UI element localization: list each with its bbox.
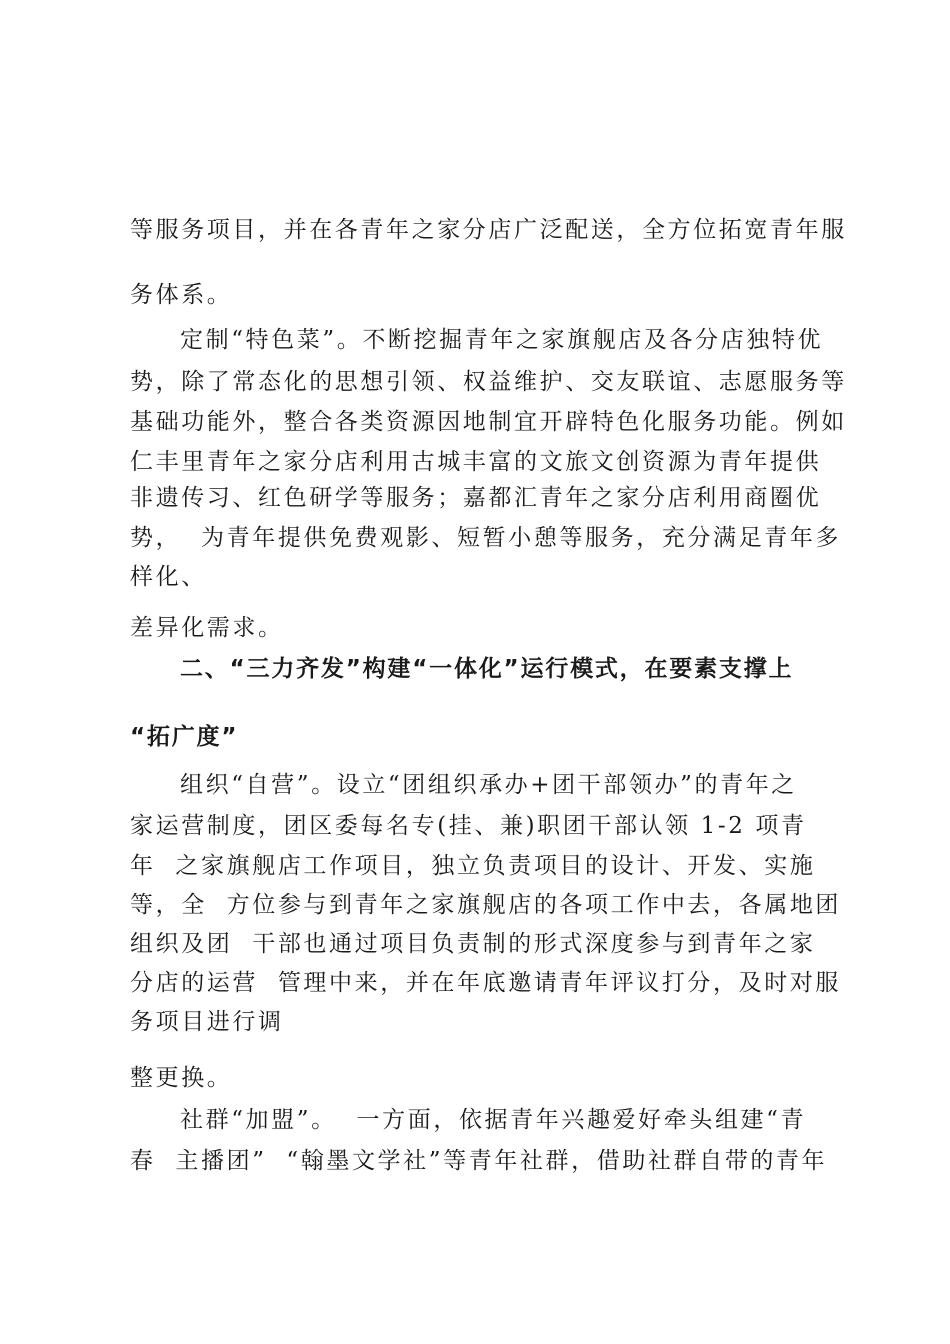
paragraph-lead-line: 定制“特色菜”。不断挖掘青年之家旗舰店及各分店独特优: [180, 327, 824, 353]
body-line: 等，全 方位参与到青年之家旗舰店的各项工作中去，各属地团: [130, 892, 842, 918]
body-line: 家运营制度，团区委每名专(挂、兼)职团干部认领 1-2 项青: [130, 813, 807, 839]
body-line: 差异化需求。: [130, 615, 284, 641]
body-line: 基础功能外，整合各类资源因地制宜开辟特色化服务功能。例如: [130, 409, 847, 435]
body-line: 势，除了常态化的思想引领、权益维护、交友联谊、志愿服务等: [130, 369, 847, 395]
section-heading-continuation: “拓广度”: [130, 724, 239, 750]
body-line: 春 主播团” “翰墨文学社”等青年社群，借助社群自带的青年: [130, 1148, 828, 1174]
body-line: 等服务项目，并在各青年之家分店广泛配送，全方位拓宽青年服: [130, 217, 847, 243]
body-line: 务体系。: [130, 282, 233, 308]
body-line: 分店的运营 管理中来，并在年底邀请青年评议打分，及时对服: [130, 970, 842, 996]
body-line: 组织及团 干部也通过项目负责制的形式深度参与到青年之家: [130, 931, 816, 957]
paragraph-lead-line: 社群“加盟”。 一方面，依据青年兴趣爱好牵头组建“青: [180, 1107, 807, 1133]
body-line: 务项目进行调: [130, 1009, 284, 1035]
body-line: 势， 为青年提供免费观影、短暂小憩等服务，充分满足青年多: [130, 525, 842, 551]
body-line: 年 之家旗舰店工作项目，独立负责项目的设计、开发、实施: [130, 853, 816, 879]
paragraph-lead-line: 组织“自营”。设立“团组织承办+团干部领办”的青年之: [180, 772, 797, 798]
body-line: 样化、: [130, 564, 207, 590]
body-line: 整更换。: [130, 1065, 233, 1091]
body-line: 仁丰里青年之家分店利用古城丰富的文旅文创资源为青年提供: [130, 449, 822, 475]
section-heading: 二、“三力齐发”构建“一体化”运行模式，在要素支撑上: [180, 656, 794, 682]
body-line: 非遗传习、红色研学等服务；嘉都汇青年之家分店利用商圈优: [130, 485, 822, 511]
